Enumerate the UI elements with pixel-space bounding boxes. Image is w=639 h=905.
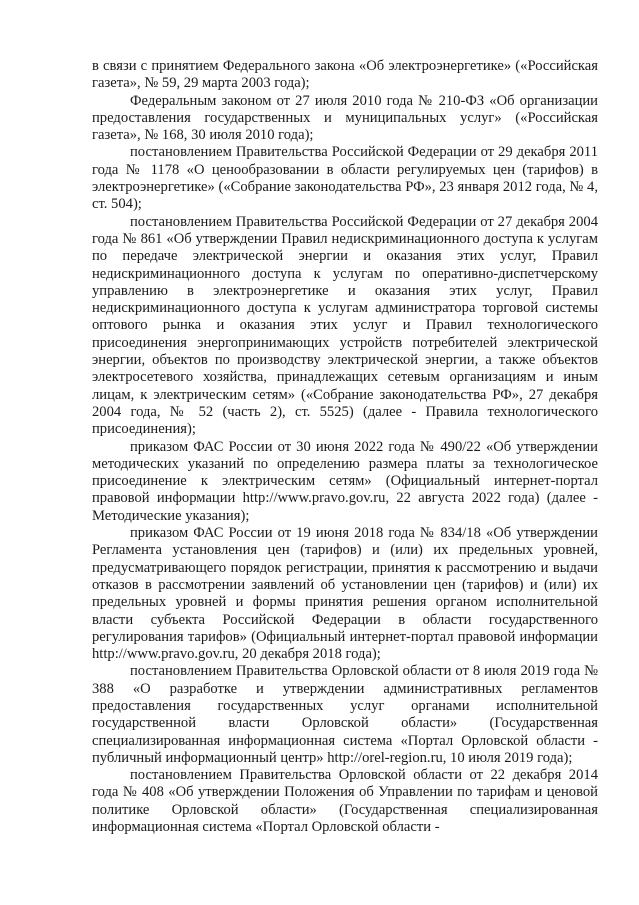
paragraph-orel-resolution-388: постановлением Правительства Орловской области от 8 июля 2019 года № 388 «О разработке и утверждении административных регламентов предоставления государственных услуг органами исполнительной государственной власти Орловской области» (Государственная специализированная информационная система «Портал Орловской области - публичный информационный центр» http://orel-region.ru, 10 июля 2019 года); bbox=[92, 663, 598, 766]
paragraph-electroenergy-law: в связи с принятием Федерального закона «Об электроэнергетике» («Российская газета», № 59, 29 марта 2003 года); bbox=[92, 58, 598, 92]
paragraph-fas-order-834: приказом ФАС России от 19 июня 2018 года № 834/18 «Об утверждении Регламента установления цен (тарифов) и (или) их предельных уровней, предусматривающего порядок регистрации, принятия к рассмотрению и выдачи отказов в рассмотрении заявлений об установлении цен (тарифов) и (или) их предельных уровней и формы принятия решения органом исполнительной власти субъекта Российской Федерации в области государственного регулирования тарифов» (Официальный интернет-портал правовой информации http://www.pravo.gov.ru, 20 декабря 2018 года); bbox=[92, 525, 598, 663]
paragraph-resolution-861: постановлением Правительства Российской Федерации от 27 декабря 2004 года № 861 «Об утверждении Правил недискриминационного доступа к услугам по передаче электрической энергии и оказания этих услуг, Правил недискриминационного доступа к услугам по оперативно-диспетчерскому управлению в электроэнергетике и оказания этих услуг, Правил недискриминационного доступа к услугам администратора торговой системы оптового рынка и оказания этих услуг и Правил технологического присоединения энергопринимающих устройств потребителей электрической энергии, объектов по производству электрической энергии, а также объектов электросетевого хозяйства, принадлежащих сетевым организациям и иным лицам, к электрическим сетям» («Собрание законодательства РФ», 27 декабря 2004 года, № 52 (часть 2), ст. 5525) (далее - Правила технологического присоединения); bbox=[92, 213, 598, 438]
paragraph-resolution-1178: постановлением Правительства Российской Федерации от 29 декабря 2011 года № 1178 «О ценообразовании в области регулируемых цен (тарифов) в электроэнергетике» («Собрание законодательства РФ», 23 января 2012 года, № 4, ст. 504); bbox=[92, 144, 598, 213]
document-page bbox=[92, 58, 598, 836]
paragraph-fas-order-490: приказом ФАС России от 30 июня 2022 года № 490/22 «Об утверждении методических указаний по определению размера платы за технологическое присоединение к электрическим сетям» (Официальный интернет-портал правовой информации http://www.pravo.gov.ru, 22 августа 2022 года) (далее - Методические указания); bbox=[92, 438, 598, 524]
paragraph-orel-resolution-408: постановлением Правительства Орловской области от 22 декабря 2014 года № 408 «Об утверждении Положения об Управлении по тарифам и ценовой политике Орловской области» (Государственная специализированная информационная система «Портал Орловской области - bbox=[92, 767, 598, 836]
paragraph-federal-law-210: Федеральным законом от 27 июля 2010 года № 210-ФЗ «Об организации предоставления государственных и муниципальных услуг» («Российская газета», № 168, 30 июля 2010 года); bbox=[92, 92, 598, 144]
